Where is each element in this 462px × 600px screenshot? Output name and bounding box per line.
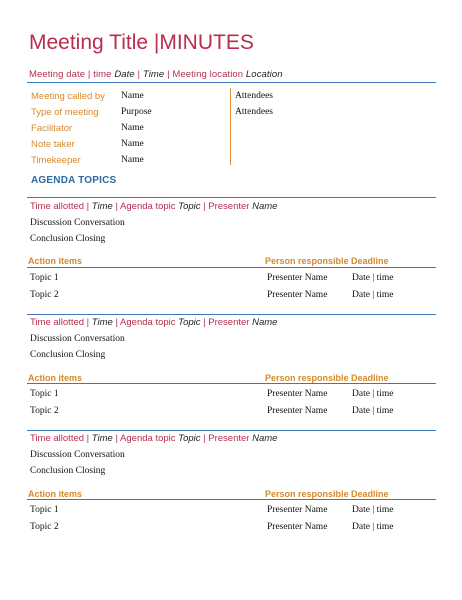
timekeeper-value: Name xyxy=(121,155,144,165)
attendees-divider xyxy=(230,88,231,165)
topic-value: Topic xyxy=(178,201,201,212)
time-value: Time xyxy=(142,69,165,80)
agenda-time-row xyxy=(30,433,277,444)
person-responsible-heading: Person responsible xyxy=(265,489,349,499)
time-label: time xyxy=(93,69,112,80)
action-items-heading: Action items xyxy=(28,489,83,499)
time-allotted-label: Time allotted xyxy=(30,201,85,212)
action-items-rule xyxy=(27,499,436,500)
action-presenter: Presenter Name xyxy=(267,522,328,532)
deadline-heading: Deadline xyxy=(351,256,389,266)
action-items-rule xyxy=(27,267,436,268)
agenda-rule xyxy=(27,430,436,431)
action-deadline: Date | time xyxy=(352,522,394,532)
topic-value: Topic xyxy=(178,317,201,328)
action-deadline: Date | time xyxy=(352,290,394,300)
presenter-label: Presenter xyxy=(208,201,250,212)
separator: | xyxy=(86,201,90,212)
action-presenter: Presenter Name xyxy=(267,505,328,515)
separator: | xyxy=(115,433,118,444)
time-value: Time xyxy=(91,201,113,212)
action-topic: Topic 2 xyxy=(30,522,59,532)
page-title: Meeting Title |MINUTES xyxy=(29,31,254,54)
agenda-rule xyxy=(27,314,436,315)
agenda-topic-label: Agenda topic xyxy=(120,201,176,212)
presenter-value: Name xyxy=(252,317,278,328)
date-value: Date xyxy=(114,69,135,80)
separator: | xyxy=(167,69,170,80)
discussion-text: Discussion Conversation xyxy=(30,218,125,228)
time-allotted-label: Time allotted xyxy=(30,317,85,328)
separator: | xyxy=(86,317,90,328)
action-deadline: Date | time xyxy=(352,505,394,515)
location-value: Location xyxy=(245,69,283,80)
meta-rule xyxy=(27,82,436,83)
agenda-time-row xyxy=(30,317,277,328)
meeting-called-by-value: Name xyxy=(121,91,144,101)
action-deadline: Date | time xyxy=(352,273,394,283)
presenter-label: Presenter xyxy=(208,433,250,444)
separator: | xyxy=(86,433,90,444)
separator: | xyxy=(87,69,91,80)
action-deadline: Date | time xyxy=(352,406,394,416)
note-taker-value: Name xyxy=(121,139,144,149)
agenda-topic-label: Agenda topic xyxy=(120,317,176,328)
separator: | xyxy=(203,317,206,328)
conclusion-text: Conclusion Closing xyxy=(30,350,106,360)
presenter-value: Name xyxy=(252,433,278,444)
note-taker-label: Note taker xyxy=(31,139,75,150)
facilitator-label: Facilitator xyxy=(31,123,73,134)
presenter-label: Presenter xyxy=(208,317,250,328)
agenda-rule xyxy=(27,197,436,198)
person-responsible-heading: Person responsible xyxy=(265,256,349,266)
conclusion-text: Conclusion Closing xyxy=(30,466,106,476)
time-value: Time xyxy=(91,317,113,328)
action-topic: Topic 1 xyxy=(30,273,59,283)
action-presenter: Presenter Name xyxy=(267,273,328,283)
timekeeper-label: Timekeeper xyxy=(31,155,81,166)
agenda-topic-label: Agenda topic xyxy=(120,433,176,444)
topic-value: Topic xyxy=(178,433,201,444)
action-topic: Topic 2 xyxy=(30,290,59,300)
action-presenter: Presenter Name xyxy=(267,406,328,416)
meeting-location-label: Meeting location xyxy=(172,69,244,80)
time-allotted-label: Time allotted xyxy=(30,433,85,444)
conclusion-text: Conclusion Closing xyxy=(30,234,106,244)
action-topic: Topic 1 xyxy=(30,389,59,399)
agenda-topics-heading: AGENDA TOPICS xyxy=(31,175,117,186)
separator: | xyxy=(115,201,118,212)
time-value: Time xyxy=(91,433,113,444)
deadline-heading: Deadline xyxy=(351,489,389,499)
presenter-value: Name xyxy=(252,201,278,212)
deadline-heading: Deadline xyxy=(351,373,389,383)
meeting-date-label: Meeting date xyxy=(29,69,86,80)
meeting-called-by-label: Meeting called by xyxy=(31,91,105,102)
action-presenter: Presenter Name xyxy=(267,290,328,300)
type-of-meeting-value: Purpose xyxy=(121,107,152,117)
attendees-value: Attendees xyxy=(235,107,273,117)
facilitator-value: Name xyxy=(121,123,144,133)
separator: | xyxy=(203,433,206,444)
action-items-rule xyxy=(27,383,436,384)
person-responsible-heading: Person responsible xyxy=(265,373,349,383)
separator: | xyxy=(115,317,118,328)
discussion-text: Discussion Conversation xyxy=(30,334,125,344)
action-topic: Topic 1 xyxy=(30,505,59,515)
agenda-time-row xyxy=(30,201,277,212)
discussion-text: Discussion Conversation xyxy=(30,450,125,460)
action-topic: Topic 2 xyxy=(30,406,59,416)
separator: | xyxy=(137,69,141,80)
meeting-meta-line xyxy=(29,69,283,80)
type-of-meeting-label: Type of meeting xyxy=(31,107,99,118)
action-items-heading: Action items xyxy=(28,373,83,383)
action-items-heading: Action items xyxy=(28,256,83,266)
attendees-value: Attendees xyxy=(235,91,273,101)
action-presenter: Presenter Name xyxy=(267,389,328,399)
separator: | xyxy=(203,201,206,212)
action-deadline: Date | time xyxy=(352,389,394,399)
